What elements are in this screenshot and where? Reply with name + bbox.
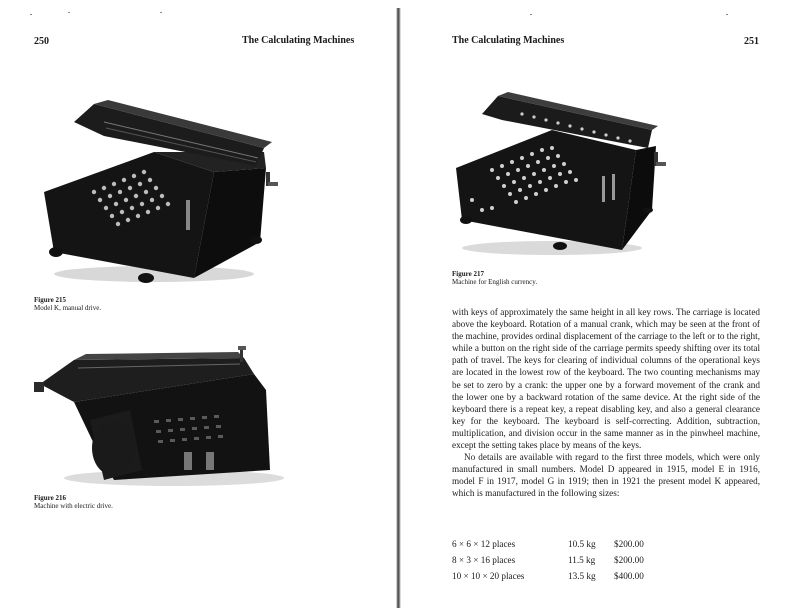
size-price: $400.00 [614,571,644,581]
scan-speck [30,14,32,15]
figure-217-label: Figure 217 [452,270,484,278]
scan-speck [530,14,532,15]
figure-215-text: Model K, manual drive. [34,304,102,312]
size-weight: 11.5 kg [568,555,596,565]
sizes-table [452,536,664,584]
size-row [452,536,664,552]
size-capacity: 6 × 6 × 12 places [452,539,516,549]
size-weight: 10.5 kg [568,539,596,549]
size-weight: 13.5 kg [568,571,596,581]
figure-216-text: Machine with electric drive. [34,502,113,510]
left-running-head: The Calculating Machines [242,35,355,46]
scan-speck [160,12,162,13]
right-page [400,0,792,612]
figure-216-label: Figure 216 [34,494,66,502]
figure-216-image [34,340,296,490]
left-page-number: 250 [34,36,49,47]
size-capacity: 8 × 3 × 16 places [452,555,516,565]
figure-215-caption [34,296,101,312]
scan-speck [68,12,70,13]
figure-217-caption [452,270,537,286]
figure-215-image [34,92,282,288]
body-text [452,306,760,500]
paragraph-2: No details are available with regard to the first three models, which were only manufactured in small numbers. Model D appeared in 1915, model E in 1916, model F in 1917, model G in 1919; then in 1921 the present model K appeared, which is manufactured in the following sizes: [452,452,760,499]
size-row [452,568,664,584]
scan-speck [726,14,728,15]
figure-217-image [452,90,672,260]
figure-215-label: Figure 215 [34,296,66,304]
paragraph-1: with keys of approximately the same height in all key rows. The carriage is located above the keyboard. Rotation of a manual crank, which may be seen at the front of the machine, provides ordinal displacement of the carriage to the left or to the right, while a button on the right side of the carriage permits speedy shifting over its total path of travel. The keys for clearing of individual columns of the operational keys are located in the lowest row of the keyboard. The two counting mechanisms may be set to zero by a crank: the upper one by a forward movement of the crank and the lower one by a backward rotation of the same device. At the right side of the keyboard there is a repeat key, a repeat disabling key, and also a general clearance key for the keyboard. The keyboard is self-correcting. Addition, subtraction, multiplication, and division occur in the same manner as in the pinwheel machine, except the setting takes place by means of the keys. [452,307,760,451]
right-page-number: 251 [744,36,759,47]
size-row [452,552,664,568]
size-price: $200.00 [614,555,644,565]
figure-216-caption [34,494,113,510]
right-running-head: The Calculating Machines [452,35,565,46]
size-price: $200.00 [614,539,644,549]
figure-217-text: Machine for English currency. [452,278,538,286]
size-capacity: 10 × 10 × 20 places [452,571,525,581]
